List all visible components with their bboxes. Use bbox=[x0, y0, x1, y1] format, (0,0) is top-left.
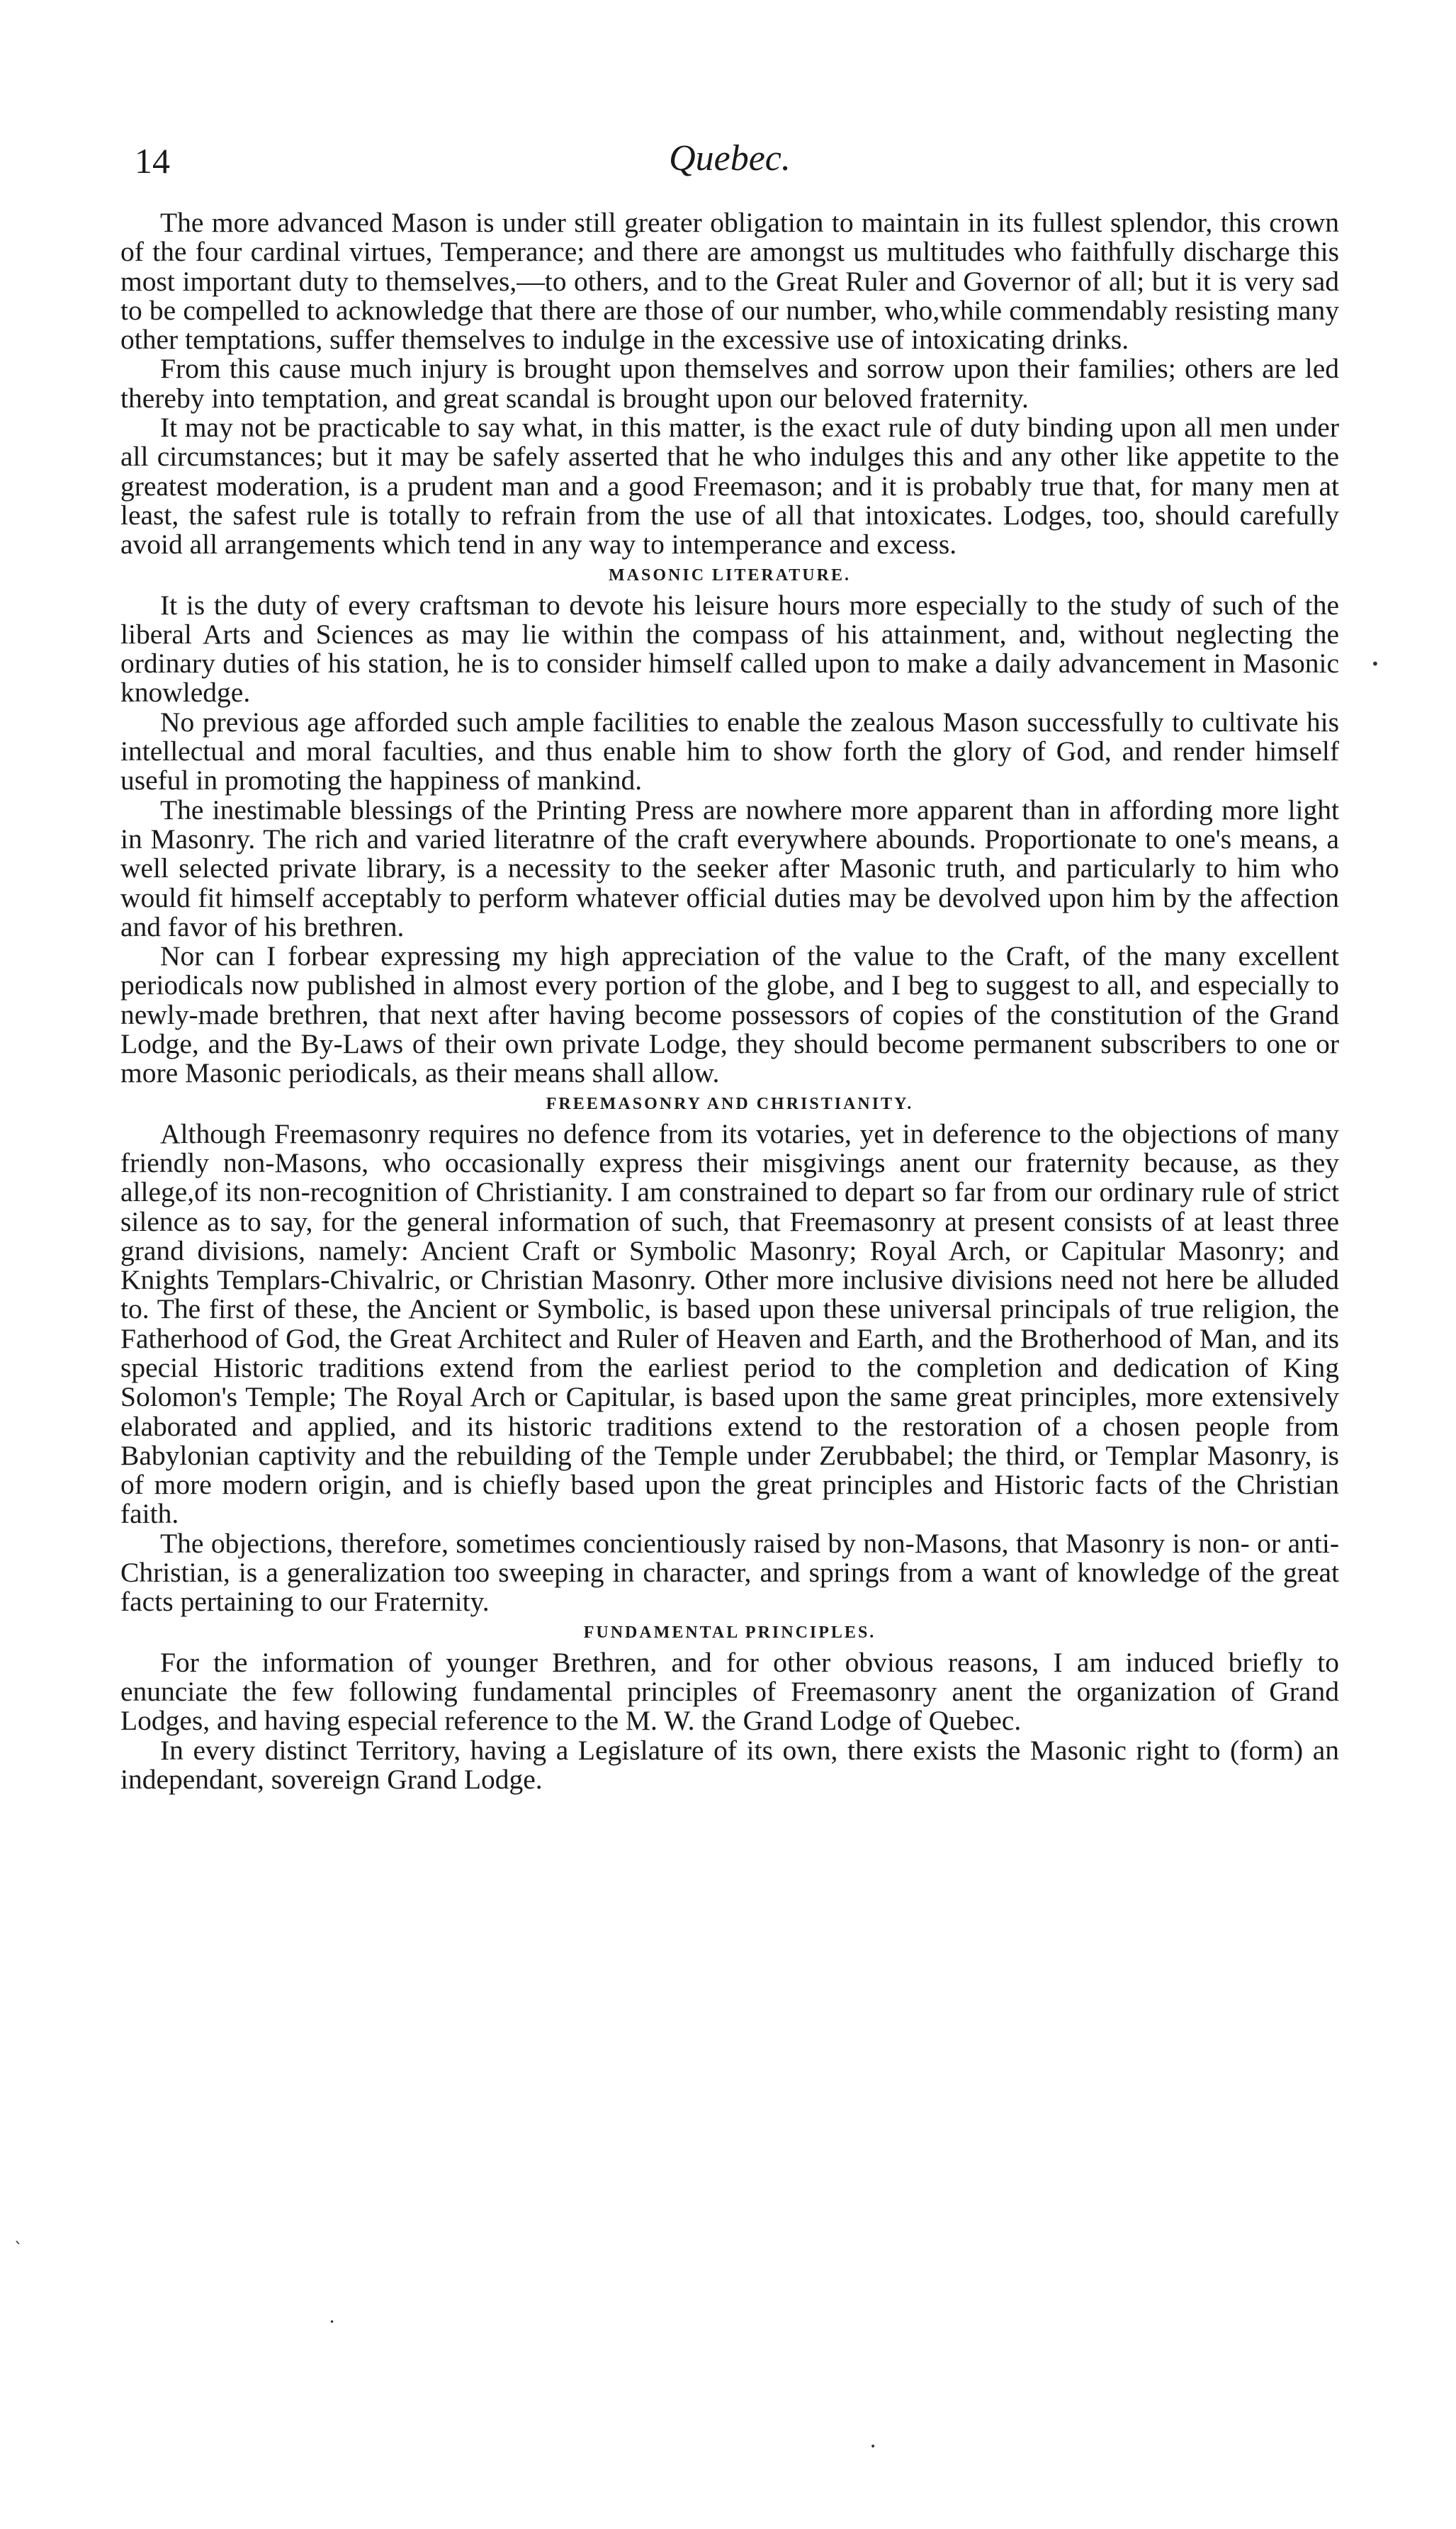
ink-speck: ` bbox=[14, 2239, 23, 2259]
section-heading-fundamental-principles: FUNDAMENTAL PRINCIPLES. bbox=[583, 1623, 876, 1642]
paragraph-literature-2: No previous age afforded such ample facilities to enable the zealous Mason successfully to cultivate his intellectual and moral faculties, and thus enable him to show forth the glory of God, and render himself useful in promoting the happiness of mankind. bbox=[120, 706, 1339, 796]
paragraph-temperance-3: It may not be practicable to say what, in this matter, is the exact rule of duty binding upon all men under all circumstances; but it may be safely asserted that he who indulges this and any other like appetite to the greatest moderation, is a prudent man and a good Freemason; and it is probably true that, for many men at least, the safest rule is totally to refrain from the use of all that intoxicates. Lodges, too, should carefully avoid all arrangements which tend in any way to intemperance and excess. bbox=[120, 412, 1339, 561]
paragraph-principles-2: In every distinct Territory, having a Legislature of its own, there exists the Masonic right to (form) an independant, sovereign Grand Lodge. bbox=[120, 1734, 1339, 1795]
paragraph-christianity-1: Although Freemasonry requires no defence from its votaries, yet in deference to the objections of many friendly non-Masons, who occasionally express their misgivings anent our fraternity because, as they allege,of its non-recognition of Christianity. I am constrained to depart so far from our ordinary rule of strict silence as to say, for the general information of such, that Freemasonry at present consists of at least three grand divisions, namely: Ancient Craft or Symbolic Masonry; Royal Arch, or Capitular Masonry; and Knights Templars-Chivalric, or Christian Masonry. Other more inclusive divisions need not here be alluded to. The first of these, the Ancient or Symbolic, is based upon these universal principals of true religion, the Fatherhood of God, the Great Architect and Ruler of Heaven and Earth, and the Brotherhood of Man, and its special Historic traditions extend from the earliest period to the completion and dedication of King Solomon's Temple; The Royal Arch or Capitular, is based upon the same great principles, more extensively elaborated and applied, and its historic traditions extend to the restoration of a chosen people from Babylonian captivity and the rebuilding of the Temple under Zerubbabel; the third, or Templar Masonry, is of more modern origin, and is chiefly based upon the great principles and Historic facts of the Christian faith. bbox=[120, 1117, 1339, 1530]
paragraph-temperance-2: From this cause much injury is brought upon themselves and sorrow upon their families; others are led thereby into temptation, and great scandal is brought upon our beloved fraternity. bbox=[120, 353, 1339, 414]
running-head bbox=[120, 135, 1339, 198]
paragraph-literature-1: It is the duty of every craftsman to devote his leisure hours more especially to the study of such of the liberal Arts and Sciences as may lie within the compass of his attainment, and, without neglecting the ordinary duties of his station, he is to consider himself called upon to make a daily advancement in Masonic knowledge. bbox=[120, 589, 1339, 709]
running-title: Quebec. bbox=[669, 138, 791, 179]
ink-speck: • bbox=[329, 2317, 335, 2327]
page-number: 14 bbox=[135, 141, 170, 181]
document-page bbox=[120, 135, 1339, 2473]
section-heading-masonic-literature: MASONIC LITERATURE. bbox=[609, 565, 851, 585]
ink-speck: • bbox=[1371, 655, 1379, 672]
paragraph-christianity-2: The objections, therefore, sometimes concientiously raised by non-Masons, that Masonry is non- or anti-Christian, is a generalization too sweeping in character, and springs from a want of knowledge of the great facts pertaining to our Fraternity. bbox=[120, 1527, 1339, 1618]
paragraph-temperance-1: The more advanced Mason is under still greater obligation to maintain in its fullest splendor, this crown of the four cardinal virtues, Temperance; and there are amongst us multitudes who faithfully discharge this most important duty to themselves,—to others, and to the Great Ruler and Governor of all; but it is very sad to be compelled to acknowledge that there are those of our number, who,while commendably resisting many other temptations, suffer themselves to indulge in the excessive use of intoxicating drinks. bbox=[120, 207, 1339, 356]
body-text bbox=[120, 208, 1339, 1794]
paragraph-literature-4: Nor can I forbear expressing my high appreciation of the value to the Craft, of the many excellent periodicals now published in almost every portion of the globe, and I beg to suggest to all, and especially to newly-made brethren, that next after having become possessors of copies of the constitution of the Grand Lodge, and the By-Laws of their own private Lodge, they should become permanent subscribers to one or more Masonic periodicals, as their means shall allow. bbox=[120, 940, 1339, 1089]
section-heading-freemasonry-christianity: FREEMASONRY AND CHRISTIANITY. bbox=[546, 1094, 914, 1113]
ink-speck: • bbox=[870, 2441, 876, 2452]
paragraph-principles-1: For the information of younger Brethren, and for other obvious reasons, I am induced briefly to enunciate the few following fundamental principles of Freemasonry anent the organization of Grand Lodges, and having especial reference to the M. W. the Grand Lodge of Quebec. bbox=[120, 1646, 1339, 1737]
paragraph-literature-3: The inestimable blessings of the Printing Press are nowhere more apparent than in affording more light in Masonry. The rich and varied literatnre of the craft everywhere abounds. Proportionate to one's means, a well selected private library, is a necessity to the seeker after Masonic truth, and particularly to him who would fit himself acceptably to perform whatever official duties may be devolved upon him by the affection and favor of his brethren. bbox=[120, 794, 1339, 942]
